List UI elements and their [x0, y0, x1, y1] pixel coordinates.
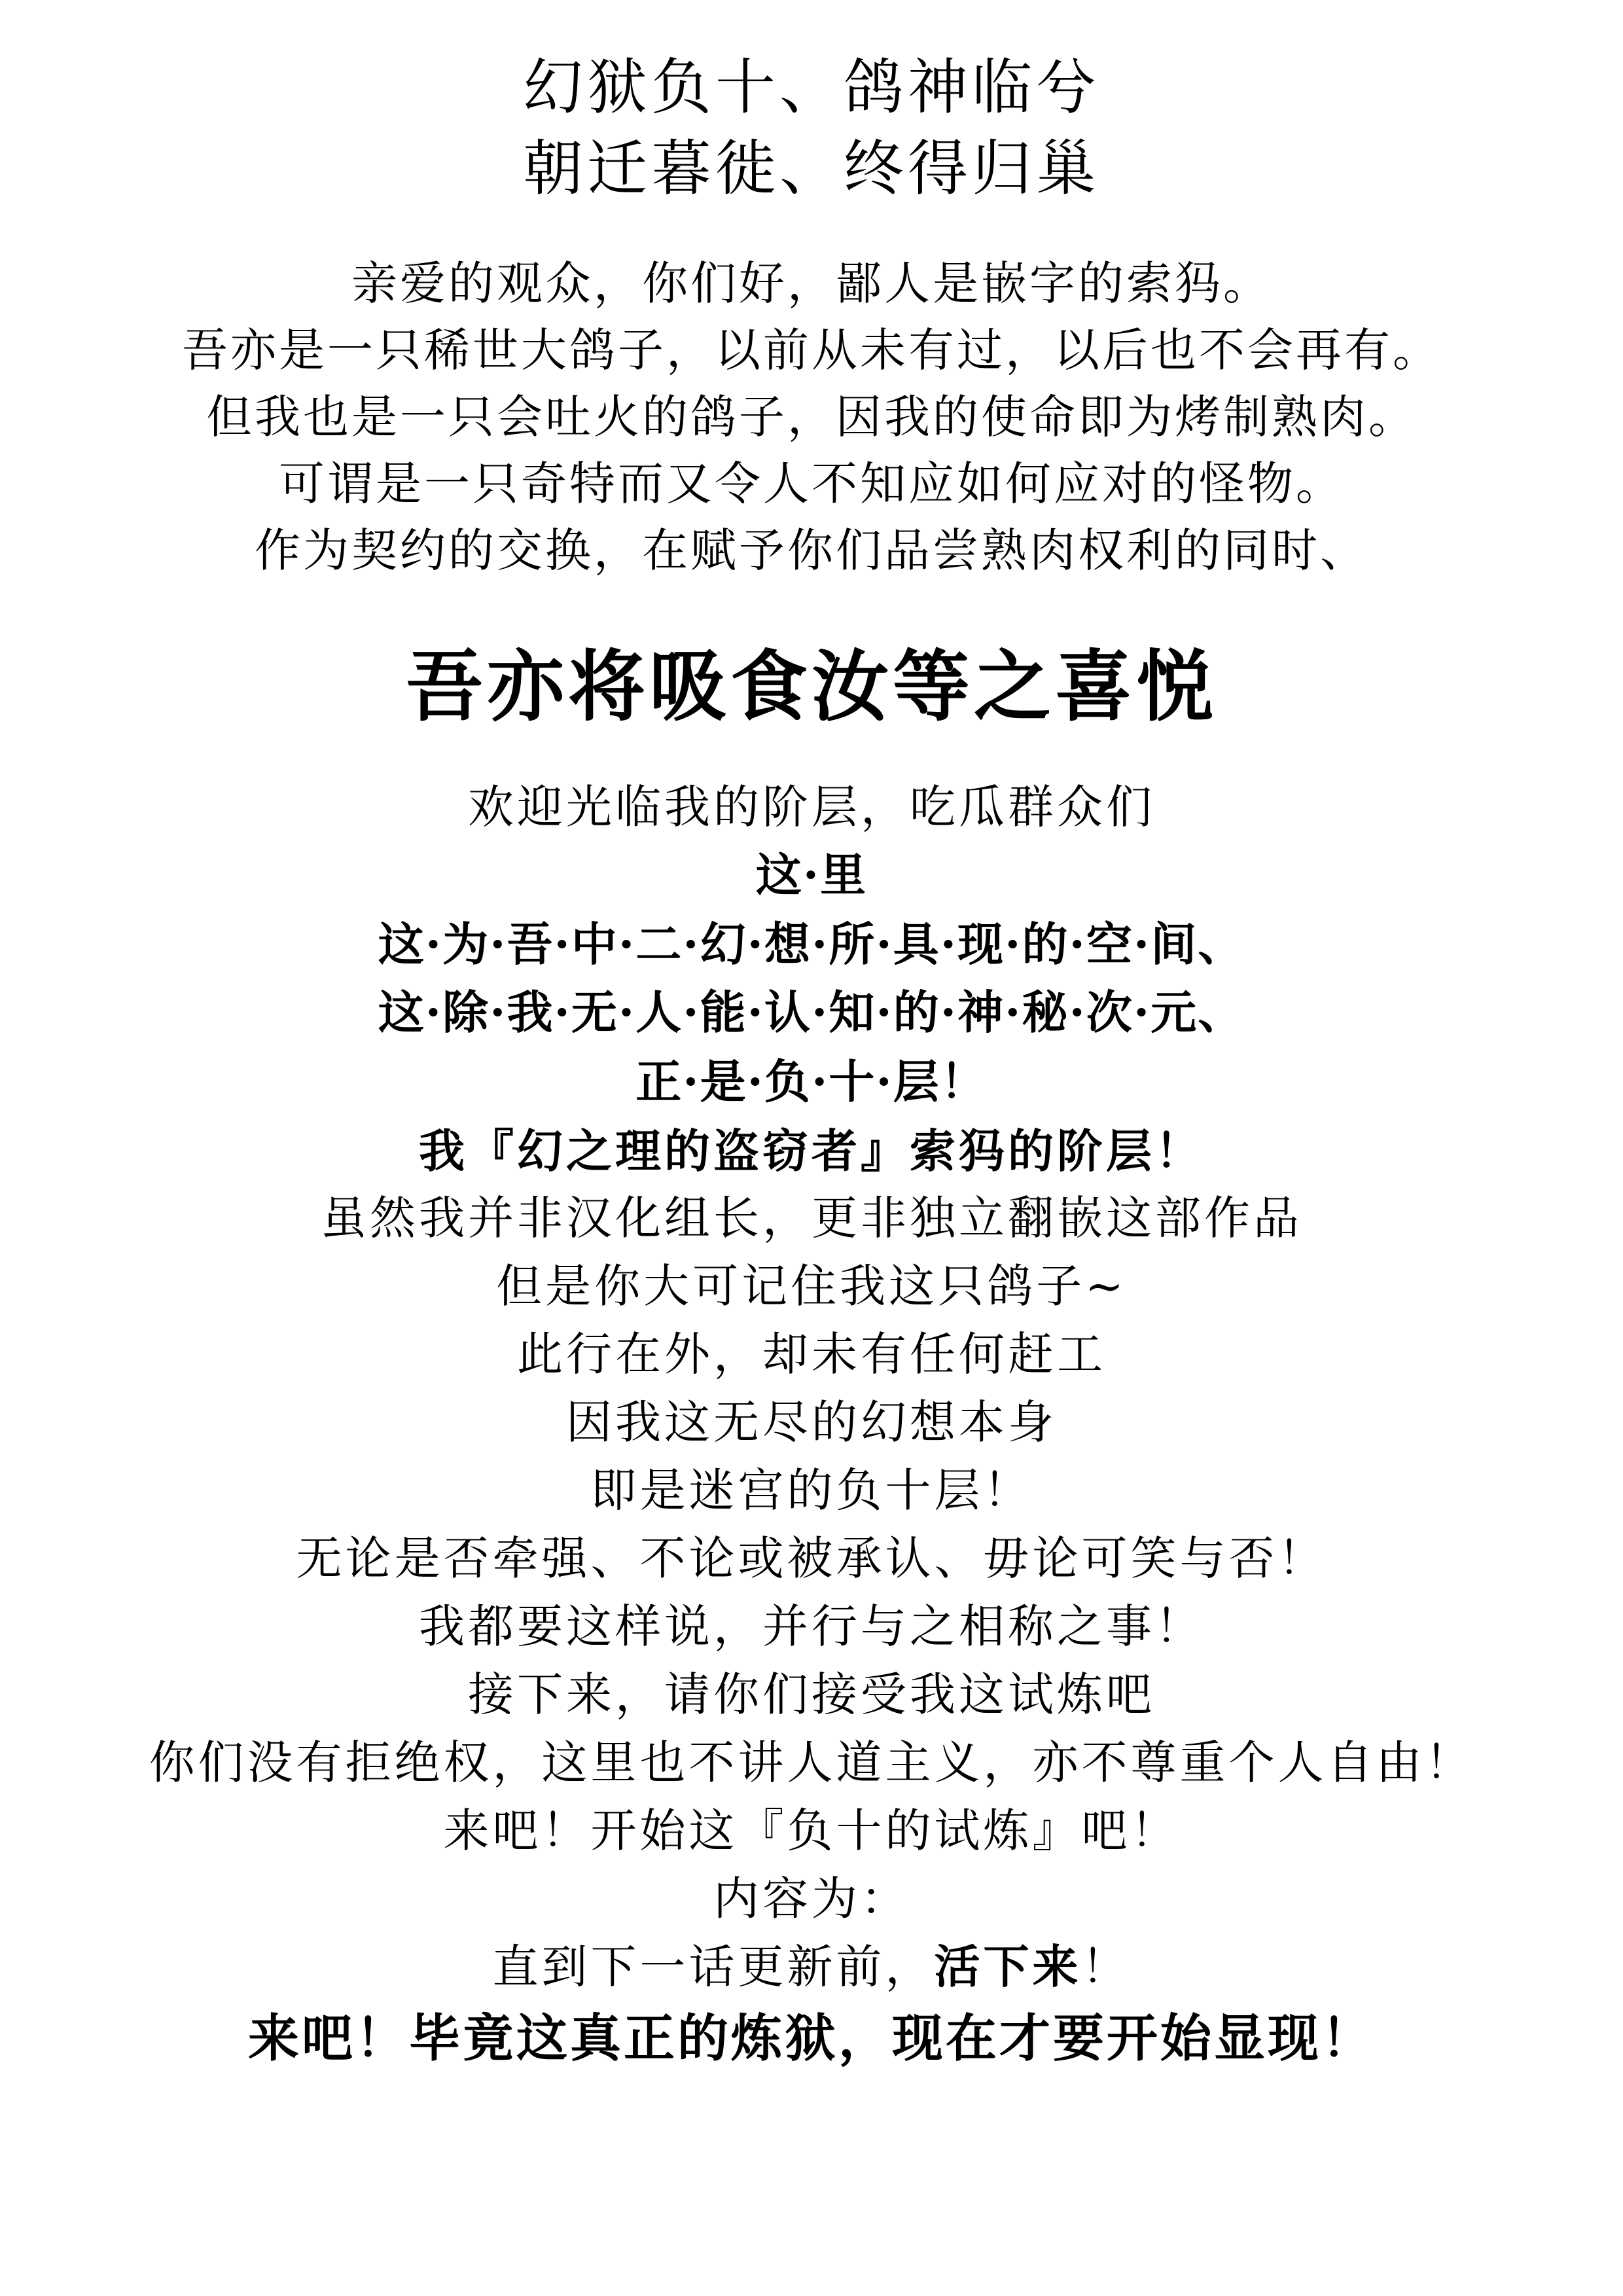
body-line-8: 接下来，请你们接受我这试炼吧 [468, 1668, 1155, 1721]
body-line-4: 因我这无尽的幻想本身 [566, 1395, 1057, 1449]
title-line-1: 幻狱负十、鸽神临兮 [522, 52, 1100, 122]
survive-prefix: 直到下一话更新前， [492, 1940, 935, 1994]
intro-line-1: 亲爱的观众，你们好，鄙人是嵌字的索犸。 [351, 257, 1272, 310]
body-line-2: 但是你大可记住我这只鸽子~ [496, 1259, 1127, 1313]
body-line-10: 来吧！开始这『负十的试炼』吧！ [443, 1804, 1180, 1857]
final-line: 来吧！毕竟这真正的炼狱，现在才要开始显现！ [247, 2009, 1375, 2068]
body-line-11: 内容为： [713, 1872, 910, 1926]
declaration-line: 我『幻之理的盗窃者』索犸的阶层！ [419, 1124, 1204, 1178]
dotted-line-4: 正·是·负·十·层！ [635, 1054, 988, 1109]
welcome-line: 欢迎光临我的阶层，吃瓜群众们 [468, 780, 1155, 834]
survive-suffix: ！ [1081, 1940, 1131, 1994]
body-line-7: 我都要这样说，并行与之相称之事！ [419, 1600, 1204, 1653]
body-line-1: 虽然我并非汉化组长，更非独立翻嵌这部作品 [321, 1191, 1302, 1245]
intro-line-4: 可谓是一只奇特而又令人不知应如何应对的怪物。 [279, 457, 1344, 511]
survive-emphasis: 活下来 [934, 1939, 1082, 1994]
title-line-2: 朝迁暮徙、终得归巢 [522, 134, 1100, 204]
body-line-3: 此行在外，却未有任何赶工 [517, 1327, 1106, 1381]
body-line-9: 你们没有拒绝权，这里也不讲人道主义，亦不尊重个人自由！ [149, 1736, 1474, 1789]
dotted-line-2: 这·为·吾·中·二·幻·想·所·具·现·的·空·间、 [378, 917, 1245, 971]
body-line-6: 无论是否牵强、不论或被承认、毋论可笑与否！ [296, 1532, 1327, 1585]
intro-line-3: 但我也是一只会吐火的鸽子，因我的使命即为烤制熟肉。 [206, 390, 1417, 444]
survive-line [0, 1939, 1623, 1994]
intro-line-5: 作为契约的交换，在赋予你们品尝熟肉权利的同时、 [255, 524, 1368, 577]
body-line-5: 即是迷宫的负十层！ [590, 1463, 1033, 1517]
dotted-line-3: 这·除·我·无·人·能·认·知·的·神·秘·次·元、 [378, 985, 1245, 1039]
headline: 吾亦将吸食汝等之喜悦 [405, 641, 1217, 732]
intro-line-2: 吾亦是一只稀世大鸽子，以前从未有过，以后也不会再有。 [182, 323, 1441, 377]
dotted-line-1: 这·里 [755, 848, 868, 902]
